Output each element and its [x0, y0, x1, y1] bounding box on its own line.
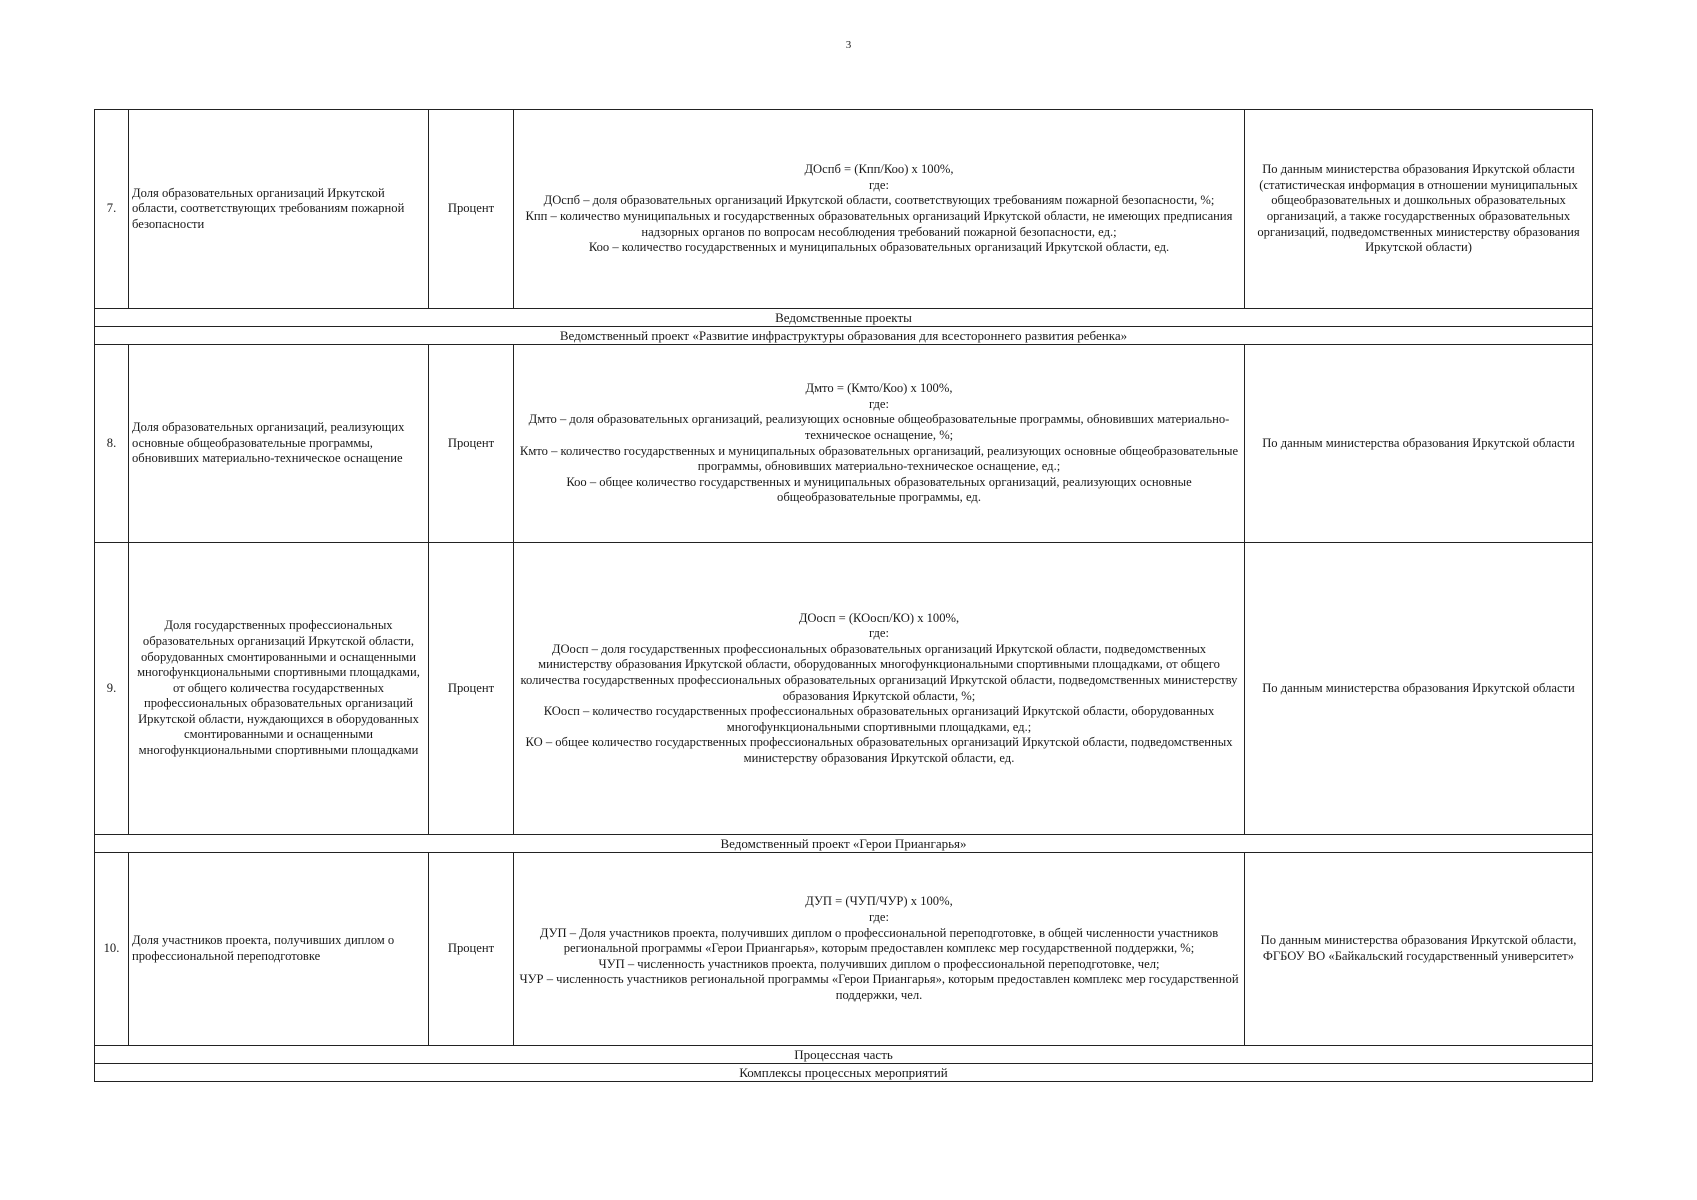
indicator-name: Доля образовательных организаций Иркутской области, соответствующих требованиям пожарной безопасности [129, 110, 429, 309]
section-row [95, 327, 1593, 345]
section-row [95, 1046, 1593, 1064]
formula-definition: ДОосп – доля государственных профессиональных образовательных организаций Иркутской области, подведомственных министерству образования Иркутской области, оборудованных многофункциональными спортивными площадками, от общего количества государственных профессиональных образовательных организаций Иркутской области, подведомственных министерству образования Иркутской области, %; [520, 641, 1238, 703]
data-source-line: По данным министерства образования Иркутской области, [1260, 933, 1577, 948]
section-row [95, 835, 1593, 853]
section-title: Комплексы процессных мероприятий [95, 1064, 1593, 1082]
page-number: 3 [845, 39, 852, 51]
row-number: 10. [95, 853, 129, 1046]
formula-expression: Дмто = (Кмто/Коо) х 100%, [805, 381, 953, 396]
table-row [95, 345, 1593, 543]
section-title: Ведомственный проект «Герои Приангарья» [95, 835, 1593, 853]
data-source: По данным министерства образования Иркутской области [1245, 345, 1593, 543]
section-title: Ведомственный проект «Развитие инфраструктуры образования для всестороннего развития ребенка» [95, 327, 1593, 345]
formula-definition: Коо – количество государственных и муниципальных образовательных организаций Иркутской области, ед. [588, 240, 1170, 255]
calculation-formula [514, 853, 1245, 1046]
calculation-formula [514, 543, 1245, 835]
data-source [1245, 853, 1593, 1046]
formula-definition: КО – общее количество государственных профессиональных образовательных организаций Иркутской области, подведомственных министерству образования Иркутской области, ед. [525, 735, 1233, 765]
row-number: 8. [95, 345, 129, 543]
formula-definition: Кмто – количество государственных и муниципальных образовательных организаций, реализующих основные общеобразовательные программы, обновивших материально-техническое оснащение, ед.; [519, 443, 1239, 474]
section-title: Процессная часть [95, 1046, 1593, 1064]
formula-definition: ДОспб – доля образовательных организаций Иркутской области, соответствующих требованиям пожарной безопасности, %; [543, 193, 1215, 208]
row-number: 9. [95, 543, 129, 835]
unit-of-measure: Процент [429, 110, 514, 309]
data-source: По данным министерства образования Иркутской области [1245, 543, 1593, 835]
formula-definition: Коо – общее количество государственных и муниципальных образовательных организаций, реализующих основные общеобразовательные программы, ед. [566, 474, 1192, 505]
section-title: Ведомственные проекты [95, 309, 1593, 327]
table-row [95, 543, 1593, 835]
section-row [95, 1064, 1593, 1082]
formula-where: где: [868, 177, 890, 192]
data-source-line: ФГБОУ ВО «Байкальский государственный университет» [1262, 949, 1575, 963]
calculation-formula [514, 345, 1245, 543]
calculation-formula [514, 110, 1245, 309]
indicators-table [94, 109, 1593, 1082]
indicator-name: Доля участников проекта, получивших диплом о профессиональной переподготовке [129, 853, 429, 1046]
unit-of-measure: Процент [429, 853, 514, 1046]
table-row [95, 110, 1593, 309]
formula-where: где: [868, 396, 890, 411]
formula-definition: Дмто – доля образовательных организаций, реализующих основные общеобразовательные программы, обновивших материально-техническое оснащение, %; [528, 412, 1230, 442]
formula-expression: ДОспб = (Кпп/Коо) х 100%, [804, 162, 954, 177]
formula-definition: ДУП – Доля участников проекта, получивших диплом о профессиональной переподготовке, в общей численности участников региональной программы «Герои Приангарья», которым предоставлен комплекс мер государственной поддержки, %; [539, 925, 1219, 956]
formula-definition: ЧУР – численность участников региональной программы «Герои Приангарья», которым предоставлен комплекс мер государственной поддержки, чел. [519, 972, 1239, 1002]
row-number: 7. [95, 110, 129, 309]
formula-expression: ДУП = (ЧУП/ЧУР) х 100%, [805, 894, 953, 909]
formula-definition: Кпп – количество муниципальных и государственных образовательных организаций Иркутской области, не имеющих предписания надзорных органов по вопросам несоблюдения требований пожарной безопасности, ед.; [525, 209, 1233, 239]
unit-of-measure: Процент [429, 345, 514, 543]
table-row [95, 853, 1593, 1046]
formula-where: где: [868, 910, 890, 925]
formula-where: где: [868, 626, 890, 641]
formula-definition: ЧУП – численность участников проекта, получивших диплом о профессиональной переподготовке, чел; [598, 956, 1160, 971]
indicator-name: Доля образовательных организаций, реализующих основные общеобразовательные программы, обновивших материально-техническое оснащение [129, 345, 429, 543]
indicator-name: Доля государственных профессиональных образовательных организаций Иркутской области, оборудованных смонтированными и оснащенными многофункциональными спортивными площадками, от общего количества государственных профессиональных образовательных организаций Иркутской области, нуждающихся в оборудованных смонтированными и оснащенными многофункциональными спортивными площадками [129, 543, 429, 835]
data-source: По данным министерства образования Иркутской области (статистическая информация в отношении муниципальных общеобразовательных и дошкольных образовательных организаций, а также государственных образовательных организаций, подведомственных министерству образования Иркутской области) [1245, 110, 1593, 309]
section-row [95, 309, 1593, 327]
formula-expression: ДОосп = (КОосп/КО) х 100%, [798, 610, 960, 625]
formula-definition: КОосп – количество государственных профессиональных образовательных организаций Иркутской области, оборудованных многофункциональными спортивными площадками, ед.; [543, 704, 1215, 734]
unit-of-measure: Процент [429, 543, 514, 835]
